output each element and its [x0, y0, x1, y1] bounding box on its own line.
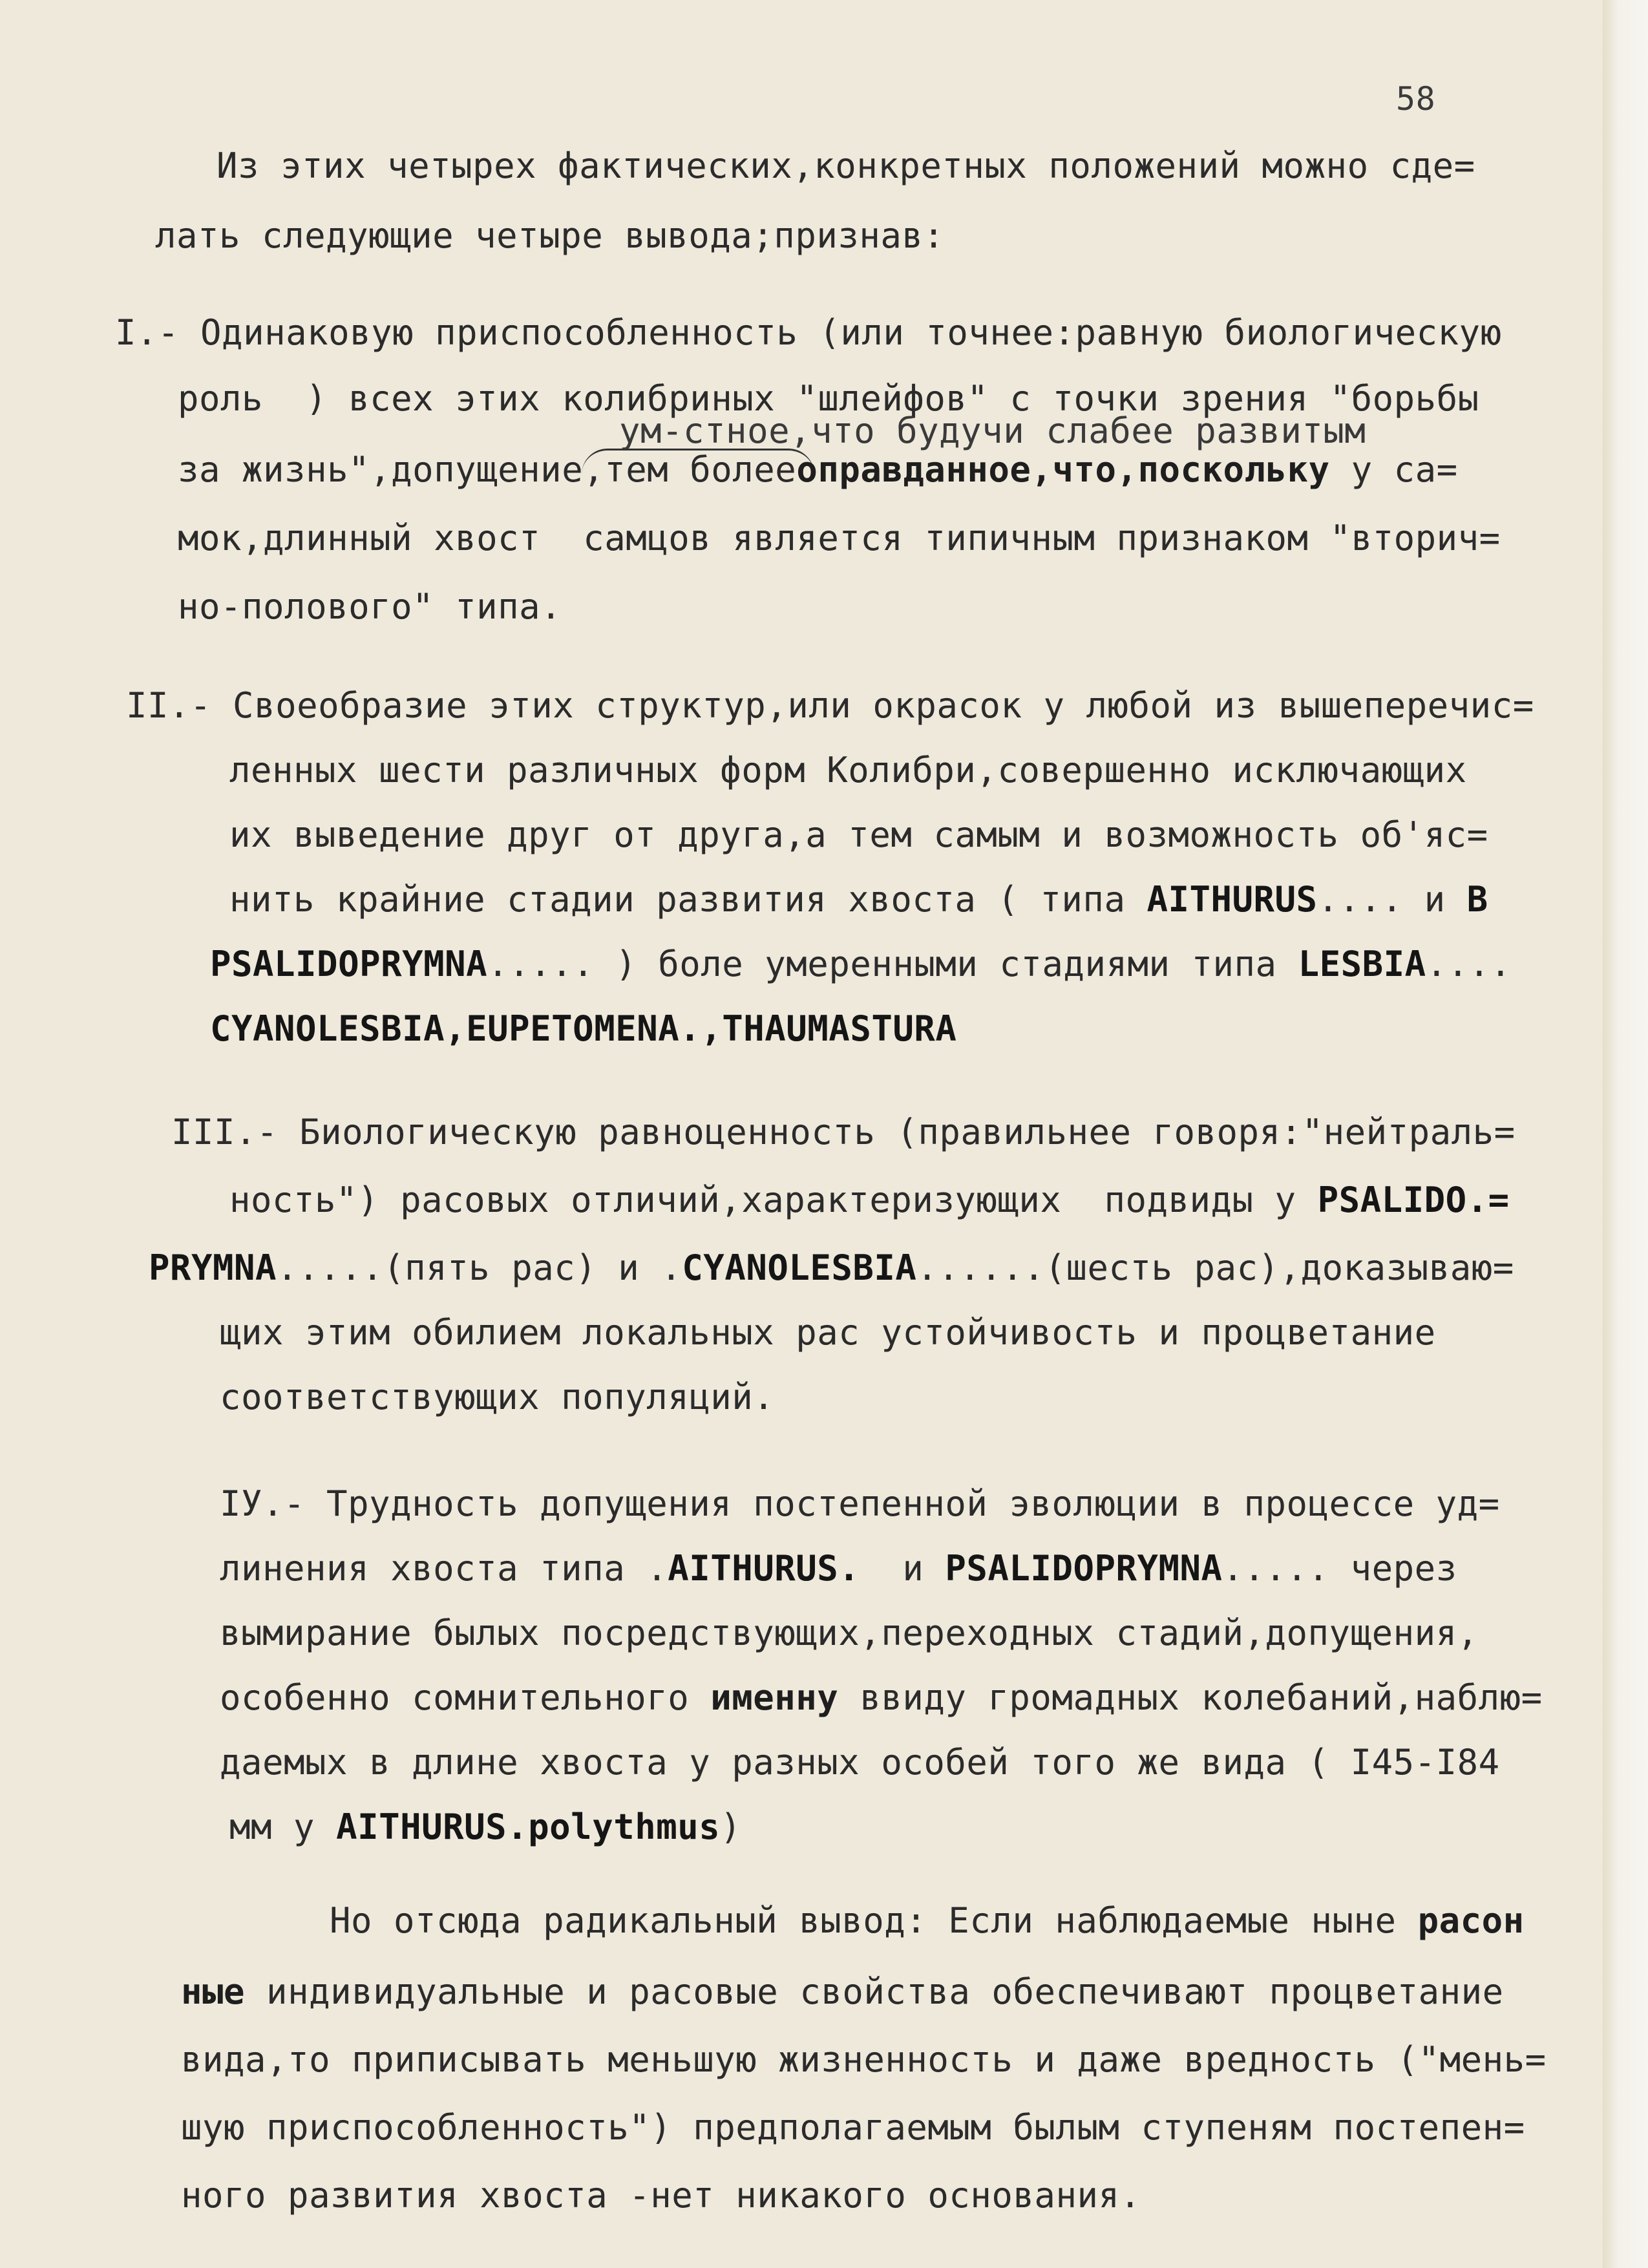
conclusion-line-4: шую приспособленность") предполагаемым былым ступеням постепен=	[181, 2107, 1525, 2148]
point-3-line-3: PRYMNA.....(пять рас) и .CYANOLESBIA......(шесть рас),доказываю=	[149, 1247, 1514, 1288]
point-2-line-1: II.- Своеобразие этих структур,или окрасок у любой из вышеперечис=	[126, 685, 1534, 726]
struck-text: оправданное,что,поскольку	[796, 449, 1330, 490]
point-4-line-4: особенно сомнительного именну ввиду громадных колебаний,наблю=	[220, 1677, 1543, 1718]
genus-name: PSALIDO.=	[1317, 1180, 1510, 1220]
point-4-line-6: мм у AITHURUS.polythmus)	[229, 1807, 742, 1847]
point-1-line-5: но-полового" типа.	[178, 586, 562, 627]
conclusion-line-2: ные индивидуальные и расовые свойства обеспечивают процветание	[181, 1971, 1504, 2012]
intro-line-1: Из этих четырех фактических,конкретных положений можно сде=	[217, 145, 1475, 186]
genus-name: CYANOLESBIA,EUPETOMENA.,THAUMASTURA	[210, 1008, 957, 1049]
point-2-line-2: ленных шести различных форм Колибри,совершенно исключающих	[229, 750, 1467, 790]
genus-name: PSALIDOPRYMNA	[945, 1548, 1223, 1589]
intro-line-2: лать следующие четыре вывода;признав:	[155, 215, 945, 256]
point-1-line-2: роль ) всех этих колибриных "шлейфов" с точки зрения "борьбы	[178, 378, 1479, 419]
point-1-line-3: за жизнь",допущение,тем болееоправданное,что,поскольку у са=	[178, 449, 1458, 490]
point-2-line-5: PSALIDOPRYMNA..... ) боле умеренными стадиями типа LESBIA....	[210, 944, 1512, 984]
point-3-line-4: щих этим обилием локальных рас устойчивость и процветание	[220, 1312, 1436, 1353]
species-name: AITHURUS.polythmus	[336, 1807, 721, 1847]
point-1-line-4: мок,длинный хвост самцов является типичным признаком "вторич=	[178, 518, 1501, 558]
point-4-line-1: IУ.- Трудность допущения постепенной эволюции в процессе уд=	[220, 1483, 1500, 1524]
point-3-line-1: III.- Биологическую равноценность (правильнее говоря:"нейтраль=	[171, 1112, 1516, 1152]
point-3-line-2: ность") расовых отличий,характеризующих подвиды у PSALIDO.=	[229, 1180, 1510, 1220]
point-1-handwritten-insert: ум-стное,что будучи слабее развитым	[619, 410, 1366, 451]
page-edge	[1603, 0, 1648, 2268]
genus-name: PSALIDOPRYMNA	[210, 944, 488, 984]
point-2-line-4: нить крайние стадии развития хвоста ( типа AITHURUS.... и B	[229, 879, 1488, 920]
struck-text: именну	[710, 1677, 839, 1718]
struck-text: расон	[1417, 1900, 1525, 1941]
conclusion-line-3: вида,то приписывать меньшую жизненность и даже вредность ("мень=	[181, 2039, 1547, 2080]
point-4-line-5: даемых в длине хвоста у разных особей того же вида ( I45-I84	[220, 1742, 1500, 1783]
point-2-line-6	[210, 1008, 957, 1049]
genus-name: AITHURUS	[1146, 879, 1318, 920]
point-1-line-1: I.- Одинаковую приспособленность (или точнее:равную биологическую	[115, 312, 1502, 353]
genus-name: AITHURUS.	[668, 1548, 860, 1589]
conclusion-line-1: Но отсюда радикальный вывод: Если наблюдаемые ныне расон	[330, 1900, 1525, 1941]
genus-name: PRYMNA	[149, 1247, 277, 1288]
genus-name: CYANOLESBIA	[682, 1247, 917, 1288]
point-4-line-2: линения хвоста типа .AITHURUS. и PSALIDOPRYMNA..... через	[220, 1548, 1457, 1589]
genus-name: LESBIA	[1298, 944, 1426, 984]
point-3-line-5: соответствующих популяций.	[220, 1377, 775, 1417]
point-2-line-3: их выведение друг от друга,а тем самым и возможность об'яс=	[229, 814, 1488, 855]
struck-text: ные	[181, 1971, 246, 2012]
page-number: 58	[1396, 80, 1436, 118]
conclusion-line-5: ного развития хвоста -нет никакого основания.	[181, 2175, 1141, 2216]
point-4-line-3: вымирание былых посредствующих,переходных стадий,допущения,	[220, 1613, 1479, 1653]
